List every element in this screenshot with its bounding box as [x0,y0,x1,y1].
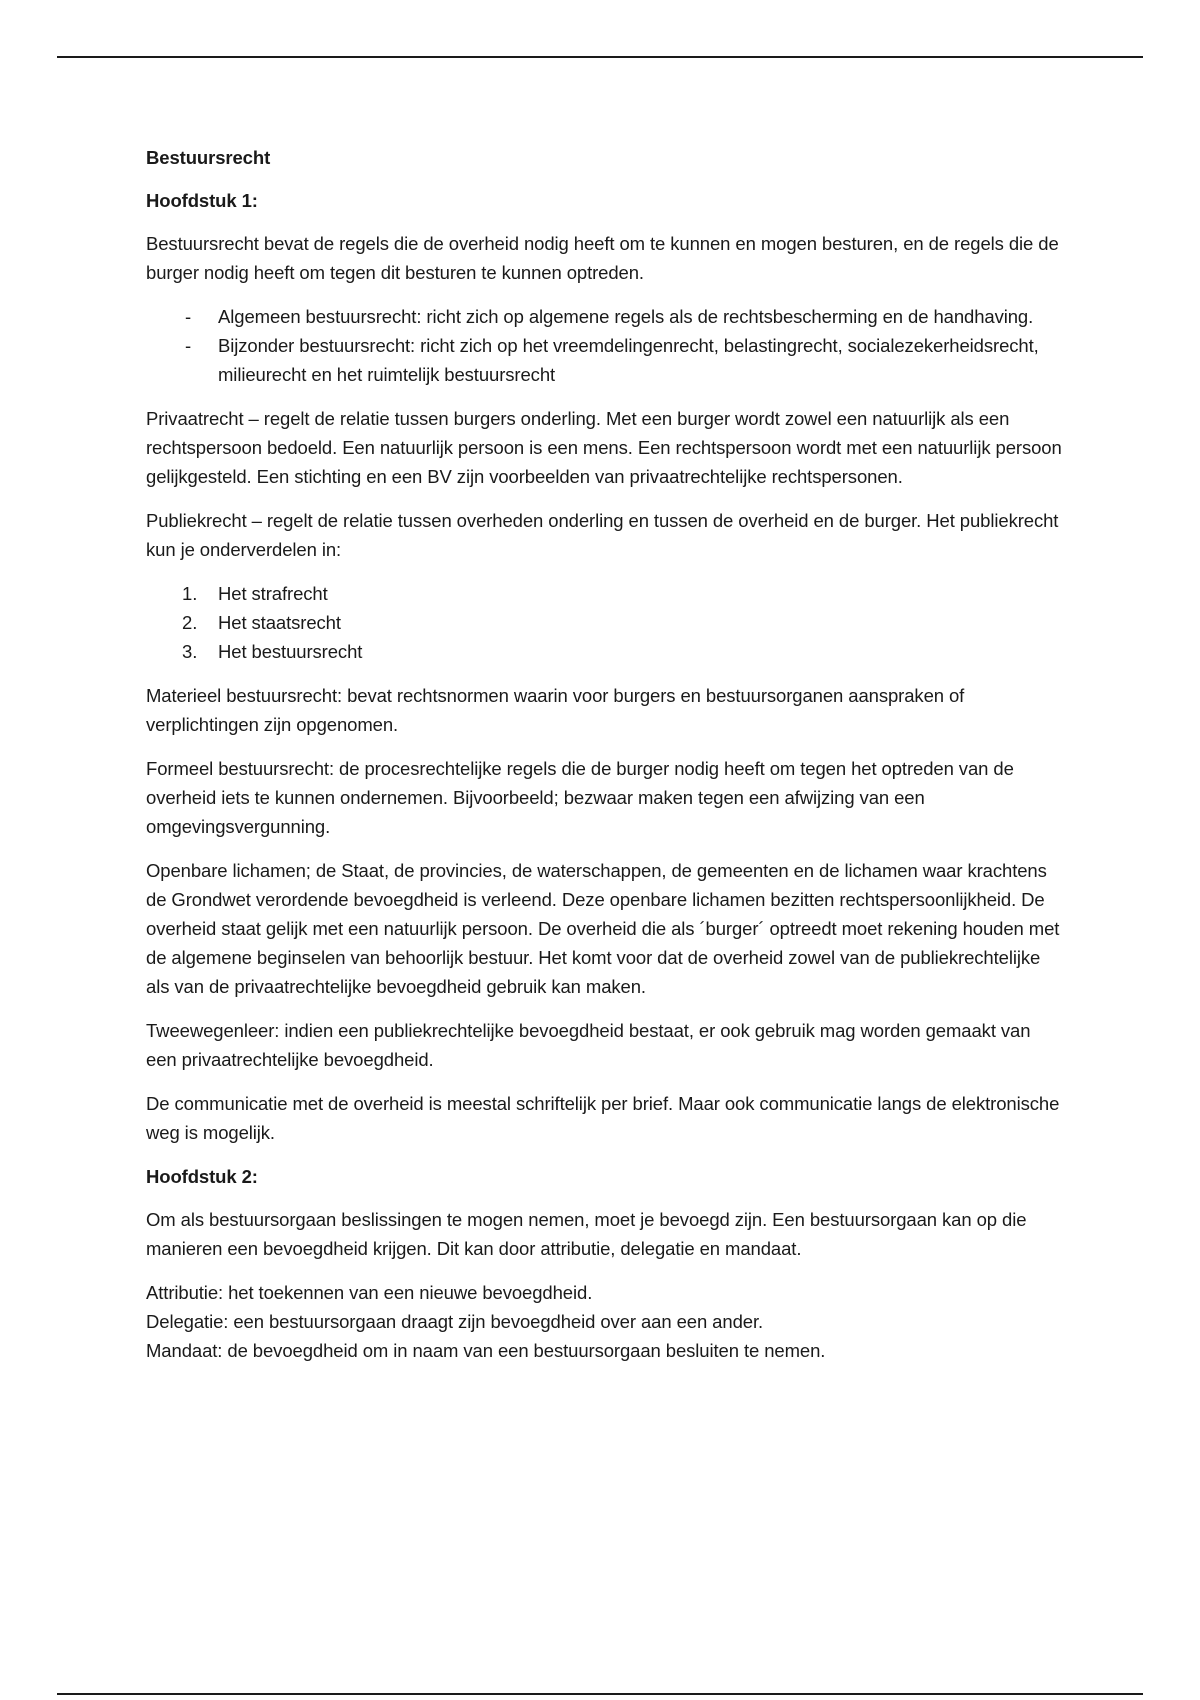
list-item [146,302,1066,331]
chapter-1-intro: Bestuursrecht bevat de regels die de overheid nodig heeft om te kunnen en mogen besturen, en de regels die de burger nodig heeft om tegen dit besturen te kunnen optreden. [146,233,1059,283]
openbare-lichamen-paragraph: Openbare lichamen; de Staat, de provincies, de waterschappen, de gemeenten en de lichamen waar krachtens de Grondwet verordende bevoegdheid is verleend. Deze openbare lichamen bezitten rechtspersoonlijkheid. De overheid staat gelijk met een natuurlijk persoon. De overheid die als ´burger´ optreedt moet rekening houden met de algemene beginselen van behoorlijk bestuur. Het komt voor dat de overheid zowel van de publiekrechtelijke als van de privaatrechtelijke bevoegdheid gebruik kan maken. [146,860,1060,997]
publiekrecht-list [146,579,1066,666]
list-item-text: Het strafrecht [218,583,328,604]
list-item-text: Het staatsrecht [218,612,341,633]
document-page [146,143,1066,1365]
bestuursrecht-types-list [146,302,1066,389]
list-number: 3. [182,641,198,662]
bevoegdheid-definitions [146,1278,1066,1365]
list-item [146,608,1066,637]
bullet-dash: - [185,335,192,356]
list-item-text: Het bestuursrecht [218,641,363,662]
publiekrecht-paragraph: Publiekrecht – regelt de relatie tussen overheden onderling en tussen de overheid en de burger. Het publiekrecht kun je onderverdelen in: [146,510,1059,560]
tweewegenleer-paragraph: Tweewegenleer: indien een publiekrechtelijke bevoegdheid bestaat, er ook gebruik mag worden gemaakt van een privaatrechtelijke bevoegdheid. [146,1020,1031,1070]
formeel-paragraph: Formeel bestuursrecht: de procesrechtelijke regels die de burger nodig heeft om tegen het optreden van de overheid iets te kunnen ondernemen. Bijvoorbeeld; bezwaar maken tegen een afwijzing van een omgevingsvergunning. [146,758,1014,837]
list-number: 1. [182,583,198,604]
materieel-paragraph: Materieel bestuursrecht: bevat rechtsnormen waarin voor burgers en bestuursorganen aanspraken of verplichtingen zijn opgenomen. [146,685,965,735]
chapter-1-heading: Hoofdstuk 1: [146,190,258,211]
definition-line: Attributie: het toekennen van een nieuwe bevoegdheid. [146,1282,593,1303]
list-number: 2. [182,612,198,633]
privaatrecht-paragraph: Privaatrecht – regelt de relatie tussen burgers onderling. Met een burger wordt zowel een natuurlijk als een rechtspersoon bedoeld. Een natuurlijk persoon is een mens. Een rechtspersoon wordt met een natuurlijk persoon gelijkgesteld. Een stichting en een BV zijn voorbeelden van privaatrechtelijke rechtspersonen. [146,408,1062,487]
list-item [146,637,1066,666]
list-item-text: Algemeen bestuursrecht: richt zich op algemene regels als de rechtsbescherming en de handhaving. [218,306,1034,327]
header-rule [57,56,1143,58]
list-item-text: Bijzonder bestuursrecht: richt zich op het vreemdelingenrecht, belastingrecht, socialezekerheidsrecht, milieurecht en het ruimtelijk bestuursrecht [218,335,1039,385]
chapter-2-intro: Om als bestuursorgaan beslissingen te mogen nemen, moet je bevoegd zijn. Een bestuursorgaan kan op die manieren een bevoegdheid krijgen. Dit kan door attributie, delegatie en mandaat. [146,1209,1027,1259]
chapter-2-heading: Hoofdstuk 2: [146,1166,258,1187]
bullet-dash: - [185,306,192,327]
footer-rule [57,1693,1143,1695]
document-title: Bestuursrecht [146,147,271,168]
communicatie-paragraph: De communicatie met de overheid is meestal schriftelijk per brief. Maar ook communicatie langs de elektronische weg is mogelijk. [146,1093,1060,1143]
list-item [146,331,1066,389]
definition-line: Mandaat: de bevoegdheid om in naam van een bestuursorgaan besluiten te nemen. [146,1340,826,1361]
list-item [146,579,1066,608]
definition-line: Delegatie: een bestuursorgaan draagt zijn bevoegdheid over aan een ander. [146,1311,764,1332]
